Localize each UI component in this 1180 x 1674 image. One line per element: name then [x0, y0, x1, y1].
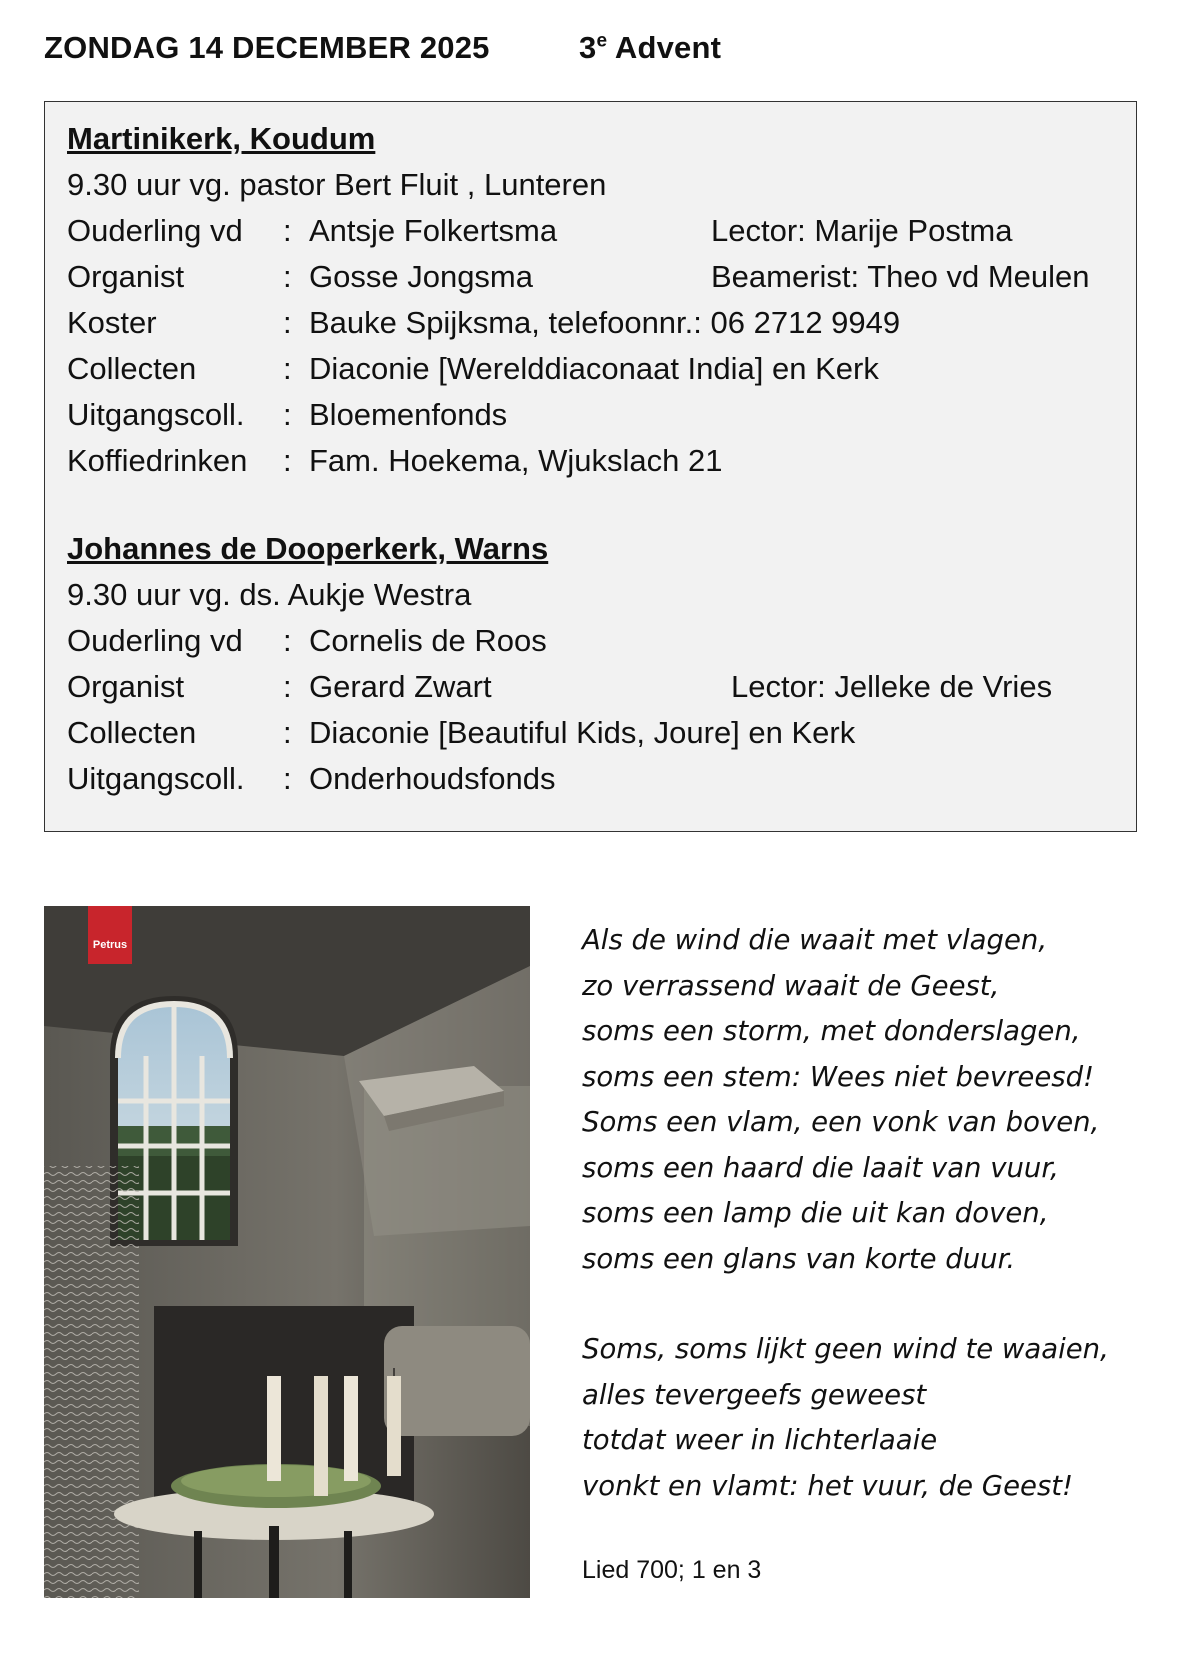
church-johannes-de-dooperkerk [67, 526, 1053, 802]
poem-line: soms een storm, met donderslagen, [582, 1015, 1081, 1047]
detail-separator: : [283, 715, 292, 750]
poem [582, 918, 1142, 1554]
detail-value: Diaconie [Beautiful Kids, Joure] en Kerk [309, 715, 856, 750]
detail-row [67, 438, 723, 484]
detail-label: Organist [67, 669, 185, 704]
advent-photo [44, 906, 530, 1598]
detail-separator: : [283, 669, 292, 704]
detail-label: Koffiedrinken [67, 443, 248, 478]
detail-value: Gosse Jongsma [309, 259, 533, 294]
detail-separator: : [283, 213, 292, 248]
service-line: 9.30 uur vg. pastor Bert Fluit , Lunteren [67, 167, 607, 202]
church-name-row [67, 526, 548, 572]
poem-stanza-2 [582, 1327, 1142, 1509]
detail-separator: : [283, 623, 292, 658]
detail-extra: Beamerist: Theo vd Meulen [711, 259, 1090, 294]
service-line: 9.30 uur vg. ds. Aukje Westra [67, 577, 472, 612]
detail-label: Organist [67, 259, 185, 294]
poem-stanza-1 [582, 918, 1142, 1282]
detail-label: Collecten [67, 715, 197, 750]
detail-value: Diaconie [Werelddiaconaat India] en Kerk [309, 351, 879, 386]
church-martinikerk [67, 116, 1090, 484]
detail-row [67, 618, 548, 664]
church-name: Martinikerk, Koudum [67, 121, 376, 156]
detail-label: Ouderling vd [67, 213, 243, 248]
detail-value: Fam. Hoekema, Wjukslach 21 [309, 443, 723, 478]
detail-value: Gerard Zwart [309, 669, 492, 704]
detail-label: Uitgangscoll. [67, 761, 245, 796]
detail-row [67, 208, 1013, 254]
petrus-logo-text: Petrus [92, 939, 128, 951]
detail-extra: Lector: Jelleke de Vries [731, 669, 1053, 704]
church-name: Johannes de Dooperkerk, Warns [67, 531, 549, 566]
detail-separator: : [283, 351, 292, 386]
detail-row [67, 300, 901, 346]
poem-line: soms een glans van korte duur. [582, 1242, 1016, 1275]
page-header [44, 30, 721, 66]
poem-line: soms een haard die laait van vuur, [582, 1151, 1059, 1184]
detail-value: Cornelis de Roos [309, 623, 547, 658]
poem-line: Als de wind die waait met vlagen, [582, 924, 1048, 956]
detail-row [67, 392, 606, 438]
petrus-logo [88, 906, 132, 964]
detail-value: Antsje Folkertsma [309, 213, 558, 248]
detail-value: Onderhoudsfonds [309, 761, 556, 796]
detail-separator: : [283, 397, 292, 432]
poem-line: totdat weer in lichterlaaie [582, 1424, 938, 1456]
detail-row [67, 710, 856, 756]
song-reference: Lied 700; 1 en 3 [582, 1556, 762, 1584]
detail-separator: : [283, 761, 292, 796]
service-date: ZONDAG 14 DECEMBER 2025 [44, 30, 490, 65]
detail-label: Uitgangscoll. [67, 397, 245, 432]
detail-value: Bloemenfonds [309, 397, 508, 432]
detail-row [67, 756, 556, 802]
detail-label: Collecten [67, 351, 197, 386]
detail-separator: : [283, 443, 292, 478]
detail-extra: Lector: Marije Postma [711, 213, 1013, 248]
detail-row [67, 254, 1090, 300]
services-box [44, 101, 1137, 832]
poem-line: soms een stem: Wees niet bevreesd! [582, 1060, 1095, 1093]
poem-line: vonkt en vlamt: het vuur, de Geest! [582, 1469, 1074, 1502]
detail-separator: : [283, 305, 292, 340]
advent-label: 3e Advent [579, 30, 722, 65]
detail-row [67, 346, 879, 392]
poem-line: soms een lamp die uit kan doven, [582, 1197, 1049, 1229]
poem-line: Soms, soms lijkt geen wind te waaien, [582, 1333, 1109, 1365]
advent-photo-illustration [44, 906, 530, 1598]
church-name-row [67, 116, 606, 162]
poem-line: zo verrassend waait de Geest, [582, 969, 1000, 1002]
poem-line: alles tevergeefs geweest [582, 1378, 927, 1411]
detail-label: Ouderling vd [67, 623, 243, 658]
poem-line: Soms een vlam, een vonk van boven, [582, 1106, 1100, 1138]
detail-separator: : [283, 259, 292, 294]
detail-label: Koster [67, 305, 157, 340]
detail-value: Bauke Spijksma, telefoonnr.: 06 2712 9949 [309, 305, 901, 340]
detail-row [67, 664, 1053, 710]
